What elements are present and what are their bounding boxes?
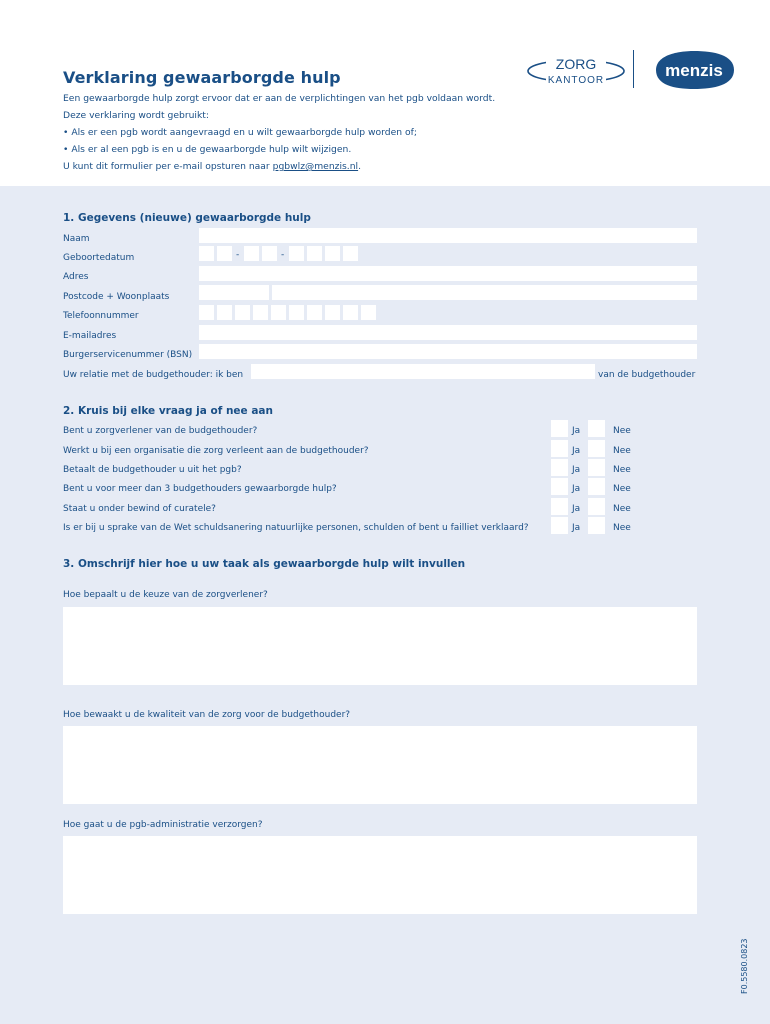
menzis-logo <box>648 49 738 91</box>
yes-checkbox-4[interactable] <box>551 478 568 495</box>
phone-digit-1[interactable] <box>199 305 214 320</box>
label-adres: Adres <box>63 272 89 282</box>
open-question-1: Hoe bepaalt u de keuze van de zorgverlener? <box>63 590 268 600</box>
kantoor-text: KANTOOR <box>547 75 605 86</box>
yn-question-3: Betaalt de budgethouder u uit het pgb? <box>63 465 242 475</box>
no-label-3: Nee <box>613 465 631 475</box>
yes-label-1: Ja <box>572 426 581 436</box>
birthdate-year-3[interactable] <box>325 246 340 261</box>
adres-field[interactable] <box>199 266 697 281</box>
no-checkbox-4[interactable] <box>588 478 605 495</box>
woonplaats-field[interactable] <box>272 285 697 300</box>
menzis-text: menzis <box>665 61 723 80</box>
label-bsn: Burgerservicenummer (BSN) <box>63 350 193 360</box>
no-label-1: Nee <box>613 426 631 436</box>
intro-email-line <box>63 161 361 172</box>
open-question-2: Hoe bewaakt u de kwaliteit van de zorg voor de budgethouder? <box>63 710 351 720</box>
yes-label-5: Ja <box>572 504 581 514</box>
yes-label-2: Ja <box>572 446 581 456</box>
naam-field[interactable] <box>199 228 697 243</box>
logo-divider <box>633 50 634 88</box>
yes-label-3: Ja <box>572 465 581 475</box>
relatie-suffix: van de budgethouder <box>598 370 696 380</box>
birthdate-day-1[interactable] <box>199 246 214 261</box>
phone-digit-9[interactable] <box>343 305 358 320</box>
birthdate-month-2[interactable] <box>262 246 277 261</box>
label-telefoon: Telefoonnummer <box>63 311 139 321</box>
zorg-text: ZORG <box>555 56 597 72</box>
bsn-field[interactable] <box>199 344 697 359</box>
phone-digit-8[interactable] <box>325 305 340 320</box>
intro-bullet-2: • Als er al een pgb is en u de gewaarborgde hulp wilt wijzigen. <box>63 144 352 155</box>
phone-digit-3[interactable] <box>235 305 250 320</box>
phone-digit-7[interactable] <box>307 305 322 320</box>
email-suffix: . <box>358 161 362 172</box>
answer-area-1[interactable] <box>63 607 697 685</box>
no-checkbox-5[interactable] <box>588 498 605 515</box>
yn-question-2: Werkt u bij een organisatie die zorg verleent aan de budgethouder? <box>63 446 369 456</box>
phone-digit-6[interactable] <box>289 305 304 320</box>
answer-area-2[interactable] <box>63 726 697 804</box>
phone-digit-2[interactable] <box>217 305 232 320</box>
intro-usage: Deze verklaring wordt gebruikt: <box>63 110 209 121</box>
intro-text: Een gewaarborgde hulp zorgt ervoor dat er aan de verplichtingen van het pgb voldaan wordt. <box>63 93 496 104</box>
no-label-2: Nee <box>613 446 631 456</box>
email-field[interactable] <box>199 325 697 340</box>
section-1-title: 1. Gegevens (nieuwe) gewaarborgde hulp <box>63 212 311 224</box>
yes-checkbox-3[interactable] <box>551 459 568 476</box>
yes-checkbox-6[interactable] <box>551 517 568 534</box>
label-email: E-mailadres <box>63 331 117 341</box>
yes-checkbox-5[interactable] <box>551 498 568 515</box>
section-2-title: 2. Kruis bij elke vraag ja of nee aan <box>63 405 273 417</box>
intro-bullet-1: • Als er een pgb wordt aangevraagd en u wilt gewaarborgde hulp worden of; <box>63 127 417 138</box>
birthdate-day-2[interactable] <box>217 246 232 261</box>
yes-checkbox-2[interactable] <box>551 440 568 457</box>
postcode-field[interactable] <box>199 285 269 300</box>
yn-question-4: Bent u voor meer dan 3 budgethouders gewaarborgde hulp? <box>63 484 337 494</box>
label-naam: Naam <box>63 234 90 244</box>
no-label-6: Nee <box>613 523 631 533</box>
form-code: F0.5580.0823 <box>740 938 749 994</box>
label-postcode: Postcode + Woonplaats <box>63 292 170 302</box>
yn-question-6: Is er bij u sprake van de Wet schuldsanering natuurlijke personen, schulden of bent u failliet verklaard? <box>63 523 529 533</box>
zorgkantoor-logo <box>526 52 626 88</box>
open-question-3: Hoe gaat u de pgb-administratie verzorgen? <box>63 820 263 830</box>
no-checkbox-6[interactable] <box>588 517 605 534</box>
phone-digit-10[interactable] <box>361 305 376 320</box>
label-geboortedatum: Geboortedatum <box>63 253 135 263</box>
section-3-title: 3. Omschrijf hier hoe u uw taak als gewaarborgde hulp wilt invullen <box>63 558 466 570</box>
yes-checkbox-1[interactable] <box>551 420 568 437</box>
birthdate-year-2[interactable] <box>307 246 322 261</box>
birthdate-year-1[interactable] <box>289 246 304 261</box>
birthdate-year-4[interactable] <box>343 246 358 261</box>
no-checkbox-1[interactable] <box>588 420 605 437</box>
phone-digit-4[interactable] <box>253 305 268 320</box>
birthdate-month-1[interactable] <box>244 246 259 261</box>
yn-question-1: Bent u zorgverlener van de budgethouder? <box>63 426 258 436</box>
relatie-field[interactable] <box>251 364 595 379</box>
phone-digit-5[interactable] <box>271 305 286 320</box>
no-label-4: Nee <box>613 484 631 494</box>
yes-label-6: Ja <box>572 523 581 533</box>
date-separator: - <box>281 250 285 260</box>
label-relatie: Uw relatie met de budgethouder: ik ben <box>63 370 244 380</box>
no-label-5: Nee <box>613 504 631 514</box>
yes-label-4: Ja <box>572 484 581 494</box>
email-prefix: U kunt dit formulier per e-mail opsturen naar <box>63 161 273 172</box>
answer-area-3[interactable] <box>63 836 697 914</box>
page-title: Verklaring gewaarborgde hulp <box>63 68 341 87</box>
date-separator: - <box>236 250 240 260</box>
no-checkbox-3[interactable] <box>588 459 605 476</box>
no-checkbox-2[interactable] <box>588 440 605 457</box>
yn-question-5: Staat u onder bewind of curatele? <box>63 504 216 514</box>
email-link[interactable]: pgbwlz@menzis.nl <box>272 161 359 172</box>
